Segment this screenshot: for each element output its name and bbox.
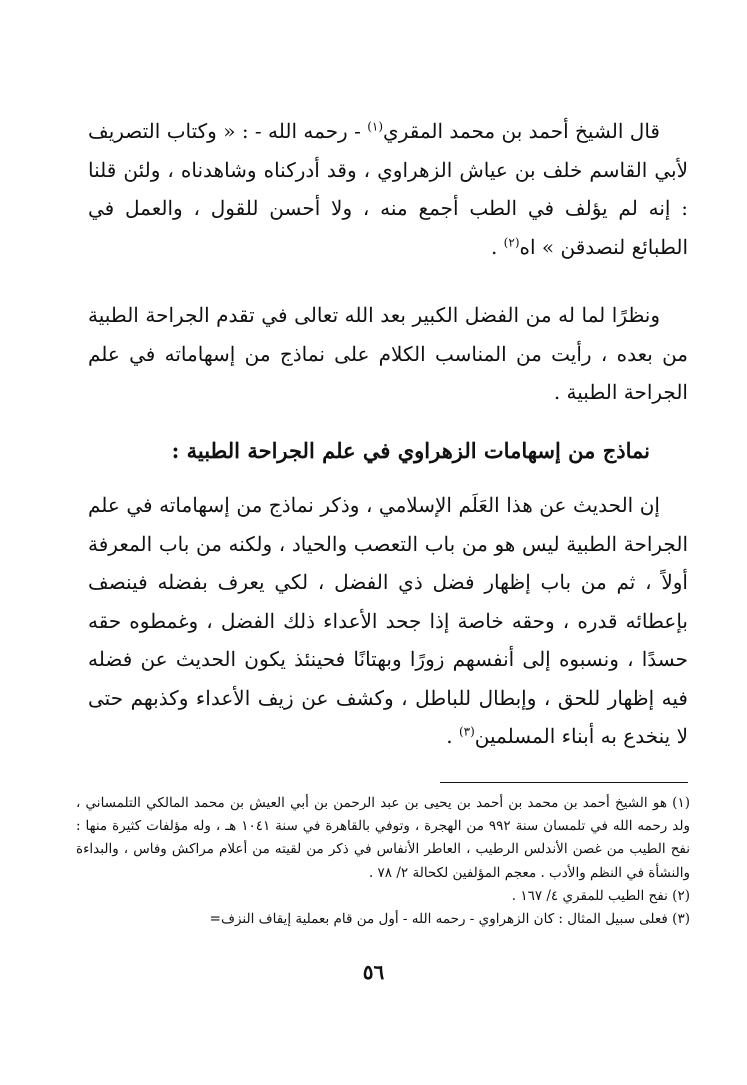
paragraph-contributions (88, 486, 688, 756)
footnote-2 (76, 885, 690, 908)
paragraph-quote-maqqari (88, 112, 688, 266)
paragraph-text: . (446, 724, 459, 748)
paragraph-text: . (490, 234, 504, 259)
footnote-1 (76, 792, 690, 885)
paragraph-transition (88, 296, 688, 412)
section-heading: نماذج من إسهامات الزهراوي في علم الجراحة الطبية : (171, 438, 650, 464)
footnote-label: (٣) (672, 911, 690, 928)
footnotes-section (76, 792, 690, 931)
paragraph-text: قال الشيخ أحمد بن محمد المقري (383, 119, 660, 143)
paragraph-text: إن الحديث عن هذا العَلَم الإسلامي ، وذكر نماذج من إسهاماته في علم الجراحة الطبية ليس هو من باب التعصب والحياد ، ولكنه من باب المعرفة أولاً ، ثم من باب إظهار فضل ذي الفضل ، لكي يعرف بفضله فينصف بإعطائه قدره ، وحقه خاصة إذا جحد الأعداء ذلك الفضل ، وغمطوه حقه حسدًا ، ونسبوه إلى أنفسهم زورًا وبهتانًا فحينئذ يكون الحديث عن فضله فيه إظهار للحق ، وإبطال للباطل ، وكشف عن زيف الأعداء وكذبهم حتى لا ينخدع به أبناء المسلمين (88, 493, 688, 748)
page-number: ٥٦ (362, 960, 385, 984)
footnote-text: هو الشيخ أحمد بن محمد بن أحمد بن يحيى بن عبد الرحمن بن أبي العيش بن محمد المالكي التلمساني ، ولد رحمه الله في تلمسان سنة ٩٩٢ من الهجرة ، وتوفي بالقاهرة في سنة ١٠٤١ هـ ، وله مؤلفات كثيرة منها : نفح الطيب من غصن الأندلس الرطيب ، العاطر الأنفاس في ذكر من لقيته من أعلام مراكش وفاس ، والبداءة والنشأة في النظم والأدب . معجم المؤلفين لكحالة ٢/ ٧٨ . (76, 795, 690, 881)
footnote-3 (76, 908, 690, 931)
paragraph-text: - رحمه الله - : « وكتاب التصريف لأبي القاسم خلف بن عياش الزهراوي ، وقد أدركناه وشاهدناه ، ولئن قلنا : إنه لم يؤلف في الطب أجمع منه ، ولا أحسن للقول ، والعمل في الطبائع لنصدقن » اه (88, 119, 688, 259)
footnote-separator (440, 782, 688, 783)
paragraph-text: ونظرًا لما له من الفضل الكبير بعد الله تعالى في تقدم الجراحة الطبية من بعده ، رأيت من المناسب الكلام على نماذج من إسهاماته في علم الجراحة الطبية . (88, 303, 688, 404)
footnote-label: (١) (672, 795, 690, 811)
footnote-label: (٢) (672, 887, 690, 904)
footnote-reference[interactable]: (٢) (503, 234, 520, 249)
footnote-reference[interactable]: (١) (367, 119, 384, 134)
footnote-text: نفح الطيب للمقري ٤/ ١٦٧ . (511, 887, 668, 904)
footnote-reference[interactable]: (٣) (458, 724, 475, 739)
footnote-text: فعلى سبيل المثال : كان الزهراوي - رحمه الله - أول من قام بعملية إيقاف النزف= (209, 911, 668, 928)
